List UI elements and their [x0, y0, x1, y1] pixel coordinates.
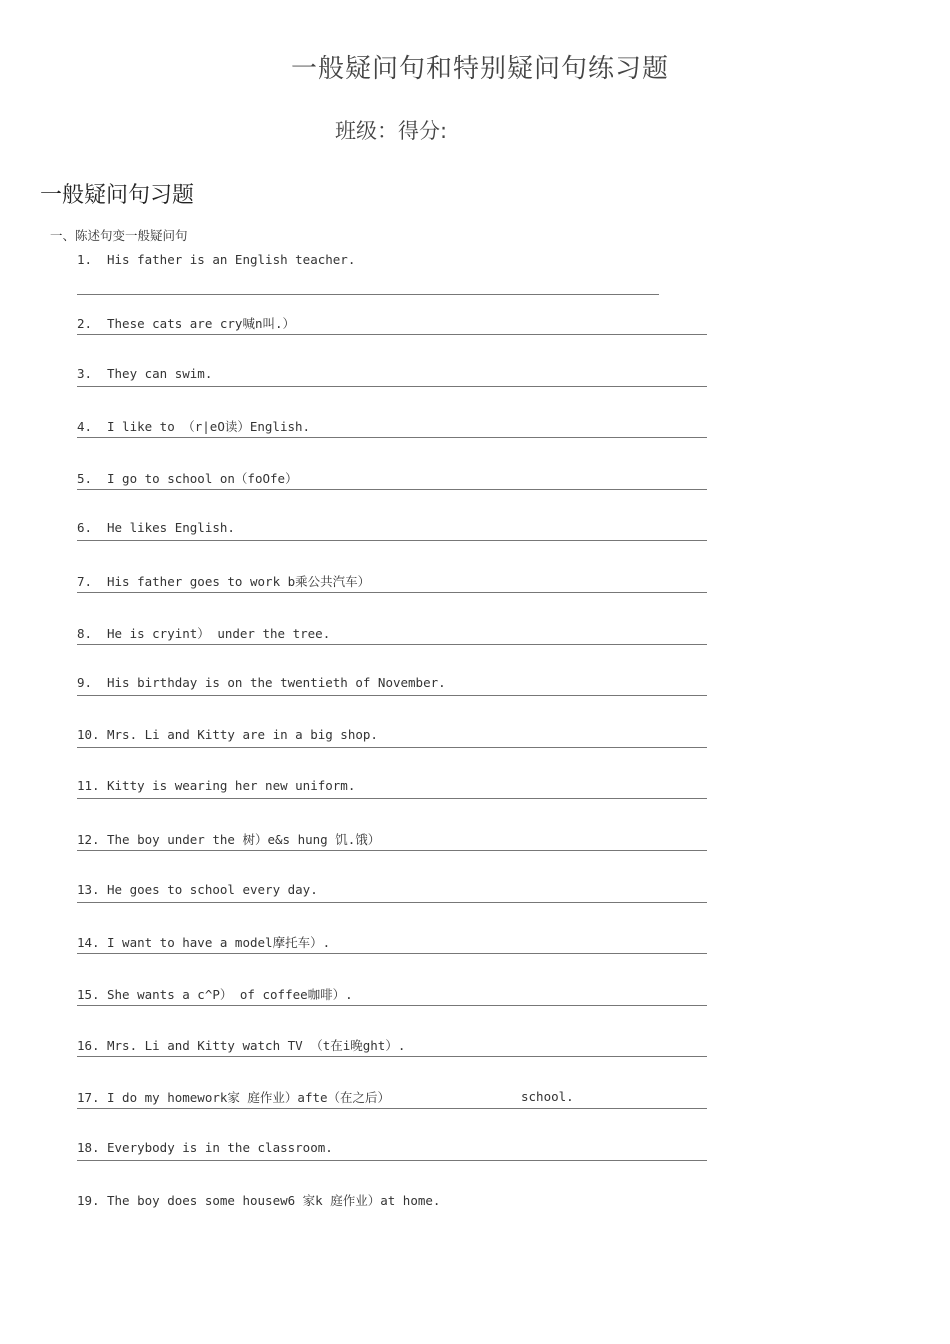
question-item: [77, 673, 717, 725]
page-title: 一般疑问句和特别疑问句练习题: [290, 54, 669, 84]
question-number: 13.: [77, 881, 100, 897]
answer-line[interactable]: [77, 850, 707, 851]
question-number: 6.: [77, 520, 93, 536]
question-text: [77, 314, 295, 332]
question-list: [77, 250, 717, 1241]
question-item: [77, 364, 717, 416]
question-item: [77, 415, 717, 467]
question-trailing-word: school.: [521, 1088, 574, 1104]
question-item: [77, 880, 717, 932]
question-sentence: Mrs. Li and Kitty are in a big shop.: [107, 726, 378, 742]
question-number: 12.: [77, 831, 100, 847]
question-item: [77, 776, 717, 828]
answer-line[interactable]: [77, 386, 707, 387]
question-item: [77, 983, 717, 1035]
question-text: [77, 572, 370, 590]
answer-line[interactable]: [77, 902, 707, 903]
question-sentence: His father is an English teacher.: [107, 252, 356, 267]
answer-line[interactable]: [77, 294, 659, 295]
question-sentence: He is cryint） under the tree.: [107, 625, 331, 641]
question-number: 1.: [77, 252, 93, 267]
answer-line[interactable]: [77, 334, 707, 335]
question-number: 9.: [77, 675, 93, 691]
question-text: [77, 933, 330, 951]
question-sentence: I like to （r|eO读）English.: [107, 419, 311, 435]
question-sentence: I do my homework家 庭作业）afte（在之后）: [107, 1089, 391, 1105]
question-number: 8.: [77, 625, 93, 641]
answer-line[interactable]: [77, 1005, 707, 1006]
question-text: [77, 366, 212, 381]
question-item: [77, 1086, 717, 1138]
question-number: 2.: [77, 316, 93, 331]
question-sentence: Kitty is wearing her new uniform.: [107, 778, 356, 794]
answer-line[interactable]: [77, 953, 707, 954]
question-text: [77, 252, 355, 267]
question-text: [77, 778, 355, 793]
question-item: [77, 250, 717, 312]
question-item: [77, 622, 717, 674]
question-number: 14.: [77, 935, 100, 951]
question-text: [77, 1191, 440, 1209]
question-text: [77, 469, 298, 487]
question-item: [77, 931, 717, 983]
question-number: 11.: [77, 778, 100, 794]
question-sentence: The boy does some housew6 家k 庭作业）at home.: [107, 1193, 441, 1209]
question-number: 18.: [77, 1139, 100, 1155]
answer-line[interactable]: [77, 592, 707, 593]
question-item: [77, 828, 717, 880]
question-item: [77, 1034, 717, 1086]
question-sentence: Everybody is in the classroom.: [107, 1139, 333, 1155]
question-text: [77, 727, 378, 742]
question-sentence: These cats are cry喊n叫.）: [107, 316, 296, 331]
question-text: [77, 882, 318, 897]
question-sentence: I go to school on（foOfe）: [107, 470, 298, 486]
question-number: 16.: [77, 1038, 100, 1054]
question-text: [77, 1140, 333, 1155]
question-text: [77, 830, 380, 848]
question-item: [77, 1138, 717, 1190]
question-text: [77, 985, 353, 1003]
question-number: 5.: [77, 470, 93, 486]
question-text: [77, 1036, 405, 1054]
question-sentence: They can swim.: [107, 365, 213, 381]
class-score-line: 班级：得分:: [335, 119, 448, 143]
question-number: 3.: [77, 365, 93, 381]
question-item: [77, 570, 717, 622]
question-text: [77, 624, 330, 642]
question-sentence: She wants a c^P） of coffee咖啡）.: [107, 986, 353, 1002]
answer-line[interactable]: [77, 1160, 707, 1161]
question-number: 15.: [77, 986, 100, 1002]
answer-line[interactable]: [77, 489, 707, 490]
question-number: 10.: [77, 726, 100, 742]
question-text: [77, 520, 235, 535]
question-text: [77, 417, 310, 435]
question-item: [77, 518, 717, 570]
question-sentence: He likes English.: [107, 520, 235, 536]
question-number: 19.: [77, 1193, 100, 1209]
question-number: 4.: [77, 419, 93, 435]
question-text: [77, 675, 446, 690]
question-sentence: He goes to school every day.: [107, 881, 318, 897]
answer-line[interactable]: [77, 1108, 707, 1109]
part-heading: 一、陈述句变一般疑问句: [50, 228, 188, 243]
answer-line[interactable]: [77, 1056, 707, 1057]
answer-line[interactable]: [77, 695, 707, 696]
answer-line[interactable]: [77, 644, 707, 645]
section-heading: 一般疑问句习题: [40, 183, 195, 208]
answer-line[interactable]: [77, 747, 707, 748]
question-sentence: I want to have a model摩托车）.: [107, 935, 331, 951]
answer-line[interactable]: [77, 540, 707, 541]
answer-line[interactable]: [77, 437, 707, 438]
question-item: [77, 312, 717, 364]
question-number: 7.: [77, 573, 93, 589]
question-sentence: His birthday is on the twentieth of November.: [107, 675, 446, 691]
question-sentence: The boy under the 树）e&s hung 饥.饿）: [107, 831, 381, 847]
question-sentence: Mrs. Li and Kitty watch TV （t在i晚ght）.: [107, 1038, 406, 1054]
question-text: [77, 1088, 390, 1106]
question-sentence: His father goes to work b乘公共汽车）: [107, 573, 371, 589]
question-item: [77, 725, 717, 777]
question-number: 17.: [77, 1089, 100, 1105]
question-item: [77, 467, 717, 519]
answer-line[interactable]: [77, 798, 707, 799]
question-item: [77, 1189, 717, 1241]
